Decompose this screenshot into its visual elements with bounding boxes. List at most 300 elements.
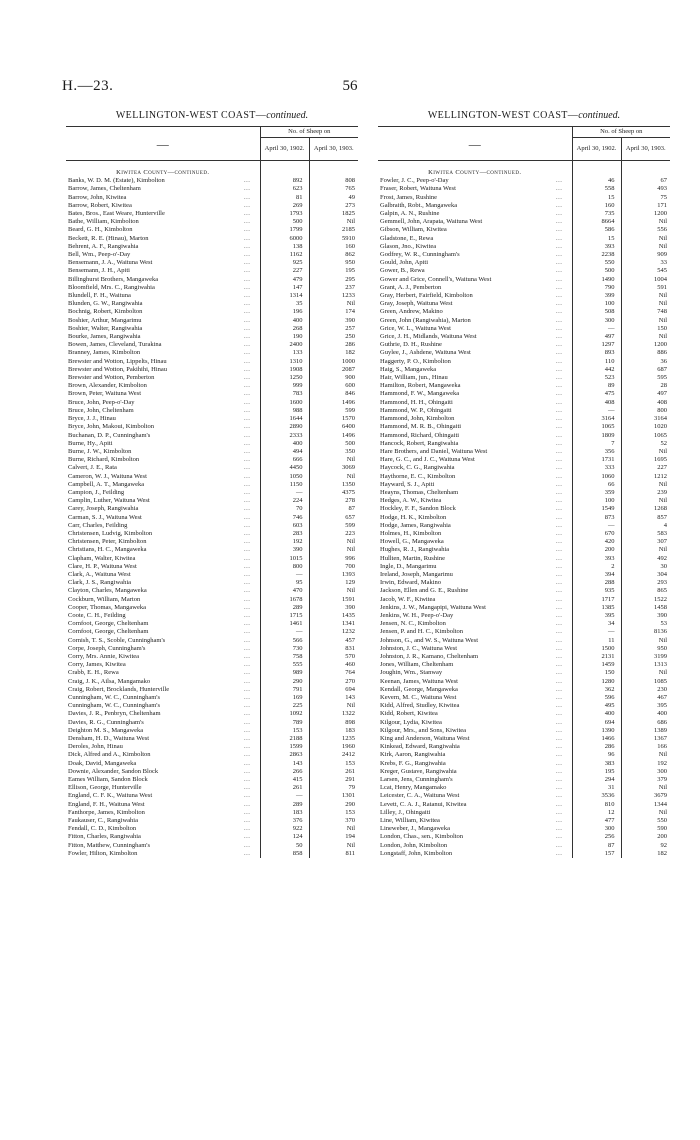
leader-dots: ...: [244, 480, 251, 488]
header-dash: —: [66, 127, 260, 161]
owner-name: Boshier, Walter, Rangiwahia: [68, 324, 143, 332]
sheep-1903: 182: [657, 849, 667, 857]
table-row: [378, 349, 670, 357]
sheep-1902: 730: [260, 645, 309, 653]
sheep-1903: 1200: [654, 341, 667, 349]
owner-name: Coote, C. H., Feilding: [68, 611, 126, 619]
leader-dots: ...: [244, 234, 251, 242]
sheep-1902: 494: [260, 448, 309, 456]
owner-name: Hammond, M. R. B., Ohingaiti: [380, 423, 462, 431]
sheep-1902: 399: [572, 292, 621, 300]
owner-name: Haggerty, P. O., Kimbolton: [380, 357, 451, 365]
sheep-1903: 857: [657, 513, 667, 521]
sheep-1902: 147: [260, 284, 309, 292]
owner-name: Hullten, Martin, Rushine: [380, 554, 445, 562]
table-row: [378, 596, 670, 604]
table-row: [378, 341, 670, 349]
leader-dots: ...: [244, 817, 251, 825]
leader-dots: ...: [556, 702, 563, 710]
sheep-1903: Nil: [658, 333, 667, 341]
table-row: [378, 235, 670, 243]
sheep-1903: 52: [660, 439, 667, 447]
sheep-1903: 1960: [342, 743, 355, 751]
sheep-1902: 200: [572, 546, 621, 554]
table-row: [66, 637, 358, 645]
leader-dots: ...: [556, 570, 563, 578]
sheep-1902: 735: [572, 210, 621, 218]
table-row: [66, 653, 358, 661]
header-sheep-count: No. of Sheep on: [572, 127, 670, 138]
owner-name: Campion, J., Feilding: [68, 488, 125, 496]
table-row: [378, 579, 670, 587]
sheep-1902: 7: [572, 440, 621, 448]
leader-dots: ...: [556, 201, 563, 209]
owner-name: Deroles, John, Hinau: [68, 743, 123, 751]
leader-dots: ...: [556, 800, 563, 808]
owner-name: Bruce, John, Peep-o'-Day: [68, 398, 135, 406]
sheep-1902: 383: [572, 760, 621, 768]
sheep-1902: 15: [572, 194, 621, 202]
sheep-1903: 129: [345, 579, 355, 587]
leader-dots: ...: [556, 242, 563, 250]
table-row: [66, 809, 358, 817]
sheep-1903: 270: [345, 677, 355, 685]
owner-name: Jenkins, J. W., Mangapipi, Waituna West: [380, 603, 486, 611]
sheep-1902: 2863: [260, 751, 309, 759]
table-row: [378, 628, 670, 636]
sheep-1903: Nil: [658, 447, 667, 455]
sheep-1903: 1232: [342, 628, 355, 636]
leader-dots: ...: [556, 439, 563, 447]
owner-name: Beckett, R. E. (Hinau), Marton: [68, 234, 149, 242]
leader-dots: ...: [556, 398, 563, 406]
sheep-1902: 110: [572, 358, 621, 366]
leader-dots: ...: [556, 177, 563, 185]
owner-name: Calvert, J. E., Rata: [68, 464, 117, 472]
sheep-1902: 555: [260, 661, 309, 669]
sheep-1903: 2412: [342, 751, 355, 759]
owner-name: Gray, Joseph, Waituna West: [380, 300, 453, 308]
owner-name: Kidd, Robert, Kiwitea: [380, 710, 438, 718]
sheep-1902: 758: [260, 653, 309, 661]
sheep-1903: 1825: [342, 210, 355, 218]
owner-name: Kendall, George, Mangaweka: [380, 685, 458, 693]
sheep-1903: 764: [345, 669, 355, 677]
sheep-1903: 192: [657, 759, 667, 767]
leader-dots: ...: [556, 825, 563, 833]
table-row: [378, 612, 670, 620]
table-row: [66, 399, 358, 407]
table-row: [378, 620, 670, 628]
sheep-1903: 1344: [654, 800, 667, 808]
sheep-1903: Nil: [346, 218, 355, 226]
table-row: [66, 784, 358, 792]
sheep-1902: 1717: [572, 596, 621, 604]
leader-dots: ...: [556, 817, 563, 825]
owner-name: Craig, Robert, Brocklands, Hunterville: [68, 685, 170, 693]
sheep-1903: Nil: [658, 751, 667, 759]
table-row: [66, 727, 358, 735]
owner-name: Gould, John, Apiti: [380, 259, 429, 267]
sheep-1902: 1793: [260, 210, 309, 218]
owner-name: Bowen, James, Cleveland, Turakina: [68, 341, 162, 349]
owner-name: Corpe, Joseph, Cunningham's: [68, 644, 146, 652]
table-row: [378, 185, 670, 193]
sheep-1902: —: [572, 522, 621, 530]
sheep-1902: 100: [572, 497, 621, 505]
table-row: [66, 538, 358, 546]
leader-dots: ...: [244, 579, 251, 587]
leader-dots: ...: [244, 300, 251, 308]
table-row: [66, 710, 358, 718]
table-row: [66, 292, 358, 300]
leader-dots: ...: [244, 570, 251, 578]
table-row: [66, 276, 358, 284]
sheep-1903: 150: [657, 324, 667, 332]
leader-dots: ...: [556, 218, 563, 226]
owner-name: Jacob, W. F., Kiwitea: [380, 595, 436, 603]
table-row: [66, 185, 358, 193]
owner-name: Boshier, Arthur, Mangarimu: [68, 316, 142, 324]
sheep-1902: 268: [260, 325, 309, 333]
sheep-1903: 166: [657, 743, 667, 751]
owner-name: Christians, H. C., Mangaweka: [68, 546, 147, 554]
owner-name: Line, William, Kiwitea: [380, 817, 440, 825]
table-row: [378, 555, 670, 563]
leader-dots: ...: [244, 201, 251, 209]
owner-name: Lineweber, J., Mangaweka: [380, 825, 450, 833]
table-row: [378, 809, 670, 817]
sheep-1903: Nil: [658, 546, 667, 554]
table-row: [378, 801, 670, 809]
left-table: [66, 110, 358, 858]
sheep-1903: Nil: [658, 242, 667, 250]
owner-name: Clare, H. P., Waituna West: [68, 562, 137, 570]
owner-name: Larsen, Jens, Cunningham's: [380, 776, 453, 784]
leader-dots: ...: [556, 710, 563, 718]
sheep-1903: 1393: [342, 570, 355, 578]
table-row: [66, 341, 358, 349]
title-continued: continued.: [266, 110, 309, 121]
table-row: [66, 628, 358, 636]
sheep-1903: 1313: [654, 661, 667, 669]
table-row: [378, 276, 670, 284]
sheep-1902: 1015: [260, 555, 309, 563]
owner-name: Clark, J. S., Rangiwahia: [68, 579, 132, 587]
sheep-1903: 590: [657, 825, 667, 833]
owner-name: Cameron, W. J., Waituna West: [68, 472, 147, 480]
table-row: [378, 817, 670, 825]
sheep-1902: 393: [572, 243, 621, 251]
owner-name: Doak, David, Mangaweka: [68, 759, 137, 767]
owner-name: Barrow, John, Kiwitea: [68, 193, 127, 201]
owner-name: Bochnig, Robert, Kimbolton: [68, 308, 143, 316]
table-row: [66, 448, 358, 456]
owner-name: Bloomfield, Mrs. C., Rangiwahia: [68, 283, 155, 291]
table-row: [66, 579, 358, 587]
sheep-1902: —: [572, 407, 621, 415]
sheep-1902: 1600: [260, 399, 309, 407]
sheep-1902: 153: [260, 727, 309, 735]
leader-dots: ...: [556, 538, 563, 546]
sheep-1903: 1522: [654, 595, 667, 603]
leader-dots: ...: [556, 767, 563, 775]
table-row: [378, 768, 670, 776]
owner-name: Green, John (Rangiwahia), Marton: [380, 316, 471, 324]
leader-dots: ...: [556, 620, 563, 628]
leader-dots: ...: [556, 415, 563, 423]
leader-dots: ...: [556, 529, 563, 537]
owner-name: Barrow, Robert, Kiwitea: [68, 201, 132, 209]
sheep-1903: Nil: [658, 300, 667, 308]
sheep-1903: Nil: [346, 300, 355, 308]
leader-dots: ...: [556, 406, 563, 414]
owner-name: Hedges, A. W., Kiwitea: [380, 497, 442, 505]
leader-dots: ...: [244, 472, 251, 480]
leader-dots: ...: [556, 357, 563, 365]
sheep-1902: 224: [260, 497, 309, 505]
leader-dots: ...: [244, 751, 251, 759]
table-row: [378, 694, 670, 702]
table-row: [378, 489, 670, 497]
sheep-1902: 359: [572, 489, 621, 497]
owner-name: Haycock, C. G., Rangiwahia: [380, 464, 455, 472]
leader-dots: ...: [244, 661, 251, 669]
leader-dots: ...: [244, 767, 251, 775]
sheep-1903: 2185: [342, 226, 355, 234]
leader-dots: ...: [556, 677, 563, 685]
owner-name: Craig, J. K., Ailsa, Mangamako: [68, 677, 151, 685]
sheep-1902: 356: [572, 448, 621, 456]
leader-dots: ...: [244, 447, 251, 455]
sheep-1903: Nil: [346, 546, 355, 554]
county-heading: Kiwitea County—continued.: [116, 169, 210, 176]
owner-name: Cunningham, W. C., Cunningham's: [68, 694, 160, 701]
sheep-1903: 500: [345, 439, 355, 447]
sheep-1903: 1085: [654, 677, 667, 685]
sheep-1902: —: [260, 489, 309, 497]
table-row: [378, 760, 670, 768]
leader-dots: ...: [556, 488, 563, 496]
sheep-1903: 300: [657, 767, 667, 775]
sheep-1903: 290: [345, 800, 355, 808]
sheep-1902: 227: [260, 267, 309, 275]
sheep-1902: 1678: [260, 596, 309, 604]
owner-name: Jones, William, Cheltenham: [380, 661, 454, 669]
sheep-1902: 96: [572, 751, 621, 759]
sheep-1903: 230: [657, 685, 667, 693]
sheep-1902: 195: [572, 768, 621, 776]
sheep-1902: 190: [260, 333, 309, 341]
sheep-1902: 1150: [260, 481, 309, 489]
table-row: [66, 751, 358, 759]
leader-dots: ...: [244, 357, 251, 365]
table-row: [378, 792, 670, 800]
sheep-1903: 1435: [342, 611, 355, 619]
sheep-1902: 12: [572, 809, 621, 817]
sheep-1902: 783: [260, 390, 309, 398]
sheep-1902: 1390: [572, 727, 621, 735]
sheep-1902: 256: [572, 833, 621, 841]
sheep-1903: 36: [660, 357, 667, 365]
sheep-1903: 1591: [342, 595, 355, 603]
table-row: [66, 390, 358, 398]
header-dash: —: [378, 127, 572, 161]
sheep-1902: 269: [260, 202, 309, 210]
sheep-1902: 497: [572, 333, 621, 341]
sheep-1902: 666: [260, 456, 309, 464]
title-continued: continued.: [578, 110, 621, 121]
sheep-1903: 4: [663, 521, 667, 529]
sheep-1903: 1200: [654, 210, 667, 218]
table-row: [378, 497, 670, 505]
table-row: [66, 259, 358, 267]
leader-dots: ...: [556, 226, 563, 234]
sheep-1903: 395: [657, 702, 667, 710]
owner-name: Lcat, Henry, Mangamako: [380, 784, 447, 792]
leader-dots: ...: [244, 488, 251, 496]
sheep-1902: 124: [260, 833, 309, 841]
owner-name: Grice, J. H., Midlands, Waituna West: [380, 333, 477, 341]
owner-name: Kidd, Alfred, Studley, Kiwitea: [380, 702, 460, 710]
sheep-1902: 1250: [260, 374, 309, 382]
table-row: [378, 267, 670, 275]
leader-dots: ...: [556, 464, 563, 472]
sheep-1902: —: [572, 325, 621, 333]
sheep-1902: 192: [260, 538, 309, 546]
sheep-1902: 1297: [572, 341, 621, 349]
sheep-1902: 475: [572, 390, 621, 398]
sheep-1902: 400: [260, 317, 309, 325]
sheep-1902: 2890: [260, 423, 309, 431]
sheep-1902: 1500: [572, 645, 621, 653]
leader-dots: ...: [556, 685, 563, 693]
sheep-1902: 11: [572, 637, 621, 645]
sheep-1903: 599: [345, 406, 355, 414]
sheep-1903: 379: [657, 776, 667, 784]
sheep-table: [378, 126, 670, 858]
sheep-1902: 1644: [260, 415, 309, 423]
sheep-1903: 898: [345, 718, 355, 726]
sheep-1902: 300: [572, 825, 621, 833]
table-row: [378, 825, 670, 833]
sheep-1903: 748: [657, 308, 667, 316]
sheep-1902: 160: [572, 202, 621, 210]
leader-dots: ...: [556, 300, 563, 308]
leader-dots: ...: [244, 587, 251, 595]
leader-dots: ...: [244, 349, 251, 357]
owner-name: Ireland, Joseph, Mangarimu: [380, 570, 453, 578]
sheep-table: [66, 126, 358, 858]
leader-dots: ...: [244, 636, 251, 644]
sheep-1903: 237: [345, 283, 355, 291]
sheep-1902: 157: [572, 850, 621, 858]
leader-dots: ...: [244, 644, 251, 652]
sheep-1903: 250: [345, 333, 355, 341]
table-row: [66, 440, 358, 448]
sheep-1903: Nil: [346, 538, 355, 546]
table-row: [66, 719, 358, 727]
owner-name: Johnston, J. R., Kamano, Cheltenham: [380, 652, 479, 660]
owner-name: Brown, Peter, Waituna West: [68, 390, 142, 398]
sheep-1902: 596: [572, 694, 621, 702]
table-row: [66, 218, 358, 226]
owner-name: Fanthorpe, James, Kimbolton: [68, 808, 145, 816]
leader-dots: ...: [556, 587, 563, 595]
leader-dots: ...: [244, 497, 251, 505]
table-row: [66, 349, 358, 357]
owner-name: Barrow, James, Cheltenham: [68, 185, 141, 193]
owner-name: Gower, B., Rewa: [380, 267, 425, 275]
sheep-1903: 1367: [654, 735, 667, 743]
leader-dots: ...: [556, 628, 563, 636]
owner-name: Holmes, H., Kimbolton: [380, 529, 442, 537]
leader-dots: ...: [556, 726, 563, 734]
owner-name: Burne, Hy., Apiti: [68, 439, 113, 447]
sheep-1903: 227: [657, 464, 667, 472]
sheep-1902: 500: [260, 218, 309, 226]
owner-name: Hayward, S. J., Apiti: [380, 480, 435, 488]
leader-dots: ...: [244, 390, 251, 398]
sheep-1902: 789: [260, 719, 309, 727]
sheep-1903: 1389: [654, 726, 667, 734]
owner-name: Gladstone, E., Rewa: [380, 234, 434, 242]
sheep-1903: 194: [345, 833, 355, 841]
owner-name: Clapham, Walter, Kiwitea: [68, 554, 136, 562]
sheep-1903: 1322: [342, 710, 355, 718]
sheep-1902: 3536: [572, 792, 621, 800]
table-row: [66, 177, 358, 185]
sheep-1902: 81: [260, 194, 309, 202]
right-table: [378, 110, 670, 858]
leader-dots: ...: [244, 382, 251, 390]
owner-name: Hockley, F. F., Sandon Block: [380, 505, 456, 513]
leader-dots: ...: [556, 849, 563, 857]
sheep-1903: 291: [345, 776, 355, 784]
sheep-1902: 3164: [572, 415, 621, 423]
leader-dots: ...: [556, 447, 563, 455]
table-row: [378, 842, 670, 850]
owner-name: Hammond, Richard, Ohingaiti: [380, 431, 460, 439]
owner-name: Guthrie, D. H., Rushine: [380, 341, 442, 349]
leader-dots: ...: [556, 776, 563, 784]
owner-name: Kilgour, Lydia, Kiwitea: [380, 718, 442, 726]
table-row: [66, 760, 358, 768]
table-row: [378, 251, 670, 259]
table-row: [378, 481, 670, 489]
leader-dots: ...: [556, 808, 563, 816]
owner-name: Hancock, Robert, Rangiwahia: [380, 439, 459, 447]
owner-name: Longstaff, John, Kimbolton: [380, 849, 453, 857]
table-row: [66, 407, 358, 415]
leader-dots: ...: [556, 275, 563, 283]
table-row: [378, 604, 670, 612]
leader-dots: ...: [556, 390, 563, 398]
owner-name: Jensen, P. and H. C., Kimbolton: [380, 628, 464, 636]
sheep-1903: 3199: [654, 652, 667, 660]
owner-name: Banks, W. D. M. (Estate), Kimbolton: [68, 177, 165, 185]
owner-name: Burne, J. W., Kimbolton: [68, 447, 132, 455]
sheep-1903: 800: [657, 406, 667, 414]
sheep-1902: 2400: [260, 341, 309, 349]
leader-dots: ...: [556, 251, 563, 259]
table-row: [378, 776, 670, 784]
table-row: [66, 571, 358, 579]
sheep-1902: 4450: [260, 464, 309, 472]
table-row: [66, 473, 358, 481]
sheep-1902: 1162: [260, 251, 309, 259]
owner-name: Clayton, Charles, Mangaweka: [68, 587, 147, 595]
